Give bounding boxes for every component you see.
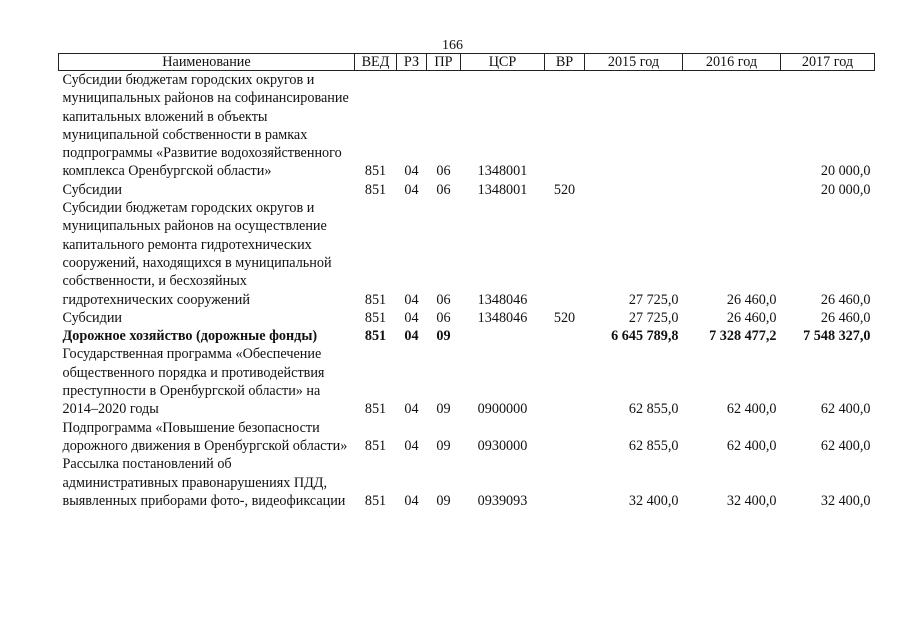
budget-table <box>58 53 875 510</box>
table-header-row <box>59 54 875 71</box>
cell-pr: 06 <box>436 309 451 326</box>
cell-rz: 04 <box>404 492 419 509</box>
cell-2017: 62 400,0 <box>820 401 871 418</box>
table-row <box>59 455 875 510</box>
cell-vr <box>545 199 585 309</box>
table-row <box>59 181 875 199</box>
column-header-name: Наименование <box>59 54 355 71</box>
cell-name: Субсидии <box>62 309 123 326</box>
table-row <box>59 309 875 327</box>
cell-csr: 1348046 <box>477 291 528 308</box>
cell-vr <box>545 345 585 418</box>
cell-csr: 1348001 <box>477 181 528 198</box>
cell-2017: 26 460,0 <box>820 309 871 326</box>
page-number: 166 <box>442 38 463 53</box>
cell-2015: 6 645 789,8 <box>611 328 679 345</box>
cell-rz: 04 <box>404 437 419 454</box>
cell-rz: 04 <box>404 181 419 198</box>
cell-2015 <box>585 181 683 199</box>
cell-ved: 851 <box>364 328 387 345</box>
column-header-2016: 2016 год <box>683 54 781 71</box>
cell-2017: 7 548 327,0 <box>803 328 871 345</box>
cell-2015: 32 400,0 <box>628 492 679 509</box>
cell-csr: 1348046 <box>477 309 528 326</box>
cell-pr: 06 <box>436 163 451 180</box>
cell-2016: 7 328 477,2 <box>709 328 777 345</box>
cell-2016: 62 400,0 <box>726 437 777 454</box>
column-header-vr: ВР <box>545 54 585 71</box>
cell-rz: 04 <box>404 163 419 180</box>
cell-2016: 62 400,0 <box>726 401 777 418</box>
table-body <box>59 71 875 511</box>
cell-csr: 1348001 <box>477 163 528 180</box>
cell-vr: 520 <box>553 181 576 198</box>
cell-2015: 62 855,0 <box>628 437 679 454</box>
cell-ved: 851 <box>364 437 387 454</box>
cell-2017: 32 400,0 <box>820 492 871 509</box>
cell-csr: 0900000 <box>477 401 528 418</box>
table-row <box>59 345 875 418</box>
cell-2017: 26 460,0 <box>820 291 871 308</box>
table-row <box>59 419 875 456</box>
cell-vr: 520 <box>553 309 576 326</box>
cell-pr: 09 <box>436 328 451 345</box>
table-row <box>59 199 875 309</box>
cell-ved: 851 <box>364 291 387 308</box>
cell-csr <box>461 327 545 345</box>
cell-name: Субсидии бюджетам городских округов и муниципальных районов на софинансирование капитальных вложений в объекты муниципальной собственности в рамках подпрограммы «Развитие водохозяйственного комплекса Оренбургской области» <box>62 72 349 180</box>
column-header-pr: ПР <box>427 54 461 71</box>
cell-name: Субсидии <box>62 181 123 198</box>
table-row <box>59 71 875 181</box>
cell-csr: 0930000 <box>477 437 528 454</box>
cell-2016: 26 460,0 <box>726 309 777 326</box>
cell-vr <box>545 419 585 456</box>
cell-2015: 27 725,0 <box>628 309 679 326</box>
column-header-ved: ВЕД <box>355 54 397 71</box>
cell-2016: 32 400,0 <box>726 492 777 509</box>
cell-rz: 04 <box>404 328 419 345</box>
cell-2017: 20 000,0 <box>820 163 871 180</box>
cell-ved: 851 <box>364 401 387 418</box>
cell-name: Подпрограмма «Повышение безопасности дорожного движения в Оренбургской области» <box>62 419 348 454</box>
cell-2017: 62 400,0 <box>820 437 871 454</box>
cell-pr: 09 <box>436 492 451 509</box>
cell-pr: 06 <box>436 181 451 198</box>
cell-2015 <box>585 71 683 181</box>
column-header-csr: ЦСР <box>461 54 545 71</box>
cell-2015: 62 855,0 <box>628 401 679 418</box>
cell-ved: 851 <box>364 309 387 326</box>
cell-ved: 851 <box>364 492 387 509</box>
cell-rz: 04 <box>404 401 419 418</box>
cell-ved: 851 <box>364 181 387 198</box>
table-row <box>59 327 875 345</box>
cell-vr <box>545 71 585 181</box>
cell-2016 <box>683 181 781 199</box>
cell-name: Дорожное хозяйство (дорожные фонды) <box>62 328 318 345</box>
cell-pr: 09 <box>436 437 451 454</box>
column-header-2015: 2015 год <box>585 54 683 71</box>
column-header-2017: 2017 год <box>781 54 875 71</box>
cell-2016: 26 460,0 <box>726 291 777 308</box>
cell-name: Рассылка постановлений об административных правонарушениях ПДД, выявленных приборами фото-, видеофиксации <box>62 456 346 509</box>
cell-csr: 0939093 <box>477 492 528 509</box>
cell-vr <box>545 327 585 345</box>
cell-ved: 851 <box>364 163 387 180</box>
cell-2016 <box>683 71 781 181</box>
cell-pr: 09 <box>436 401 451 418</box>
cell-2017: 20 000,0 <box>820 181 871 198</box>
cell-rz: 04 <box>404 309 419 326</box>
cell-rz: 04 <box>404 291 419 308</box>
cell-name: Субсидии бюджетам городских округов и муниципальных районов на осуществление капитального ремонта гидротехнических сооружений, находящихся в муниципальной собственности, и бесхозяйных гидротехнических сооружений <box>62 200 332 308</box>
cell-2015: 27 725,0 <box>628 291 679 308</box>
cell-name: Государственная программа «Обеспечение общественного порядка и противодействия преступности в Оренбургской области» на 2014–2020 годы <box>62 346 325 418</box>
cell-vr <box>545 455 585 510</box>
cell-pr: 06 <box>436 291 451 308</box>
column-header-rz: РЗ <box>397 54 427 71</box>
